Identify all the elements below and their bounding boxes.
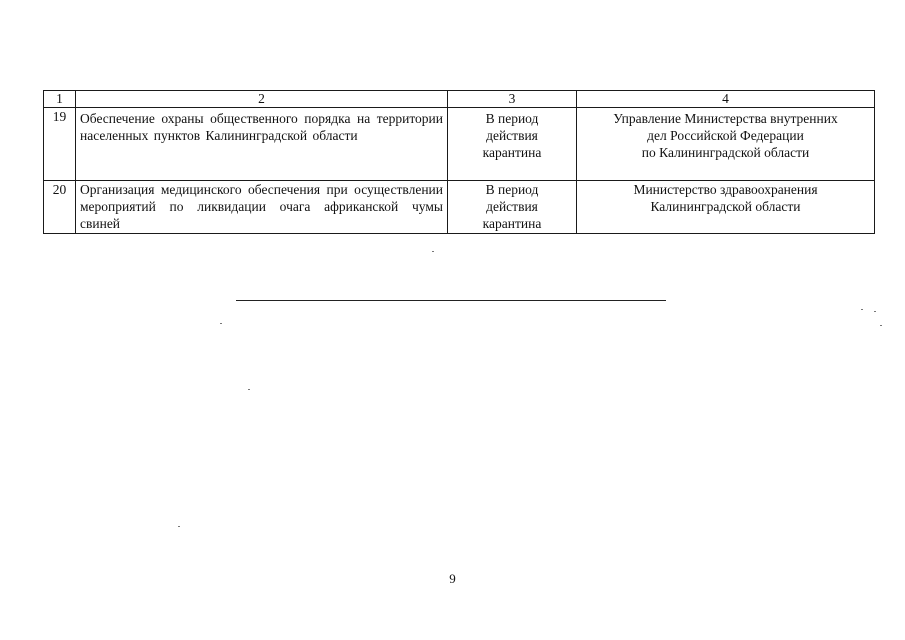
scan-speck	[861, 309, 863, 310]
closing-rule	[236, 300, 666, 301]
period-line: карантина	[482, 145, 542, 160]
period-cell	[448, 108, 577, 181]
row-number: 20	[44, 181, 76, 234]
measures-table	[43, 90, 875, 234]
responsible-line: Министерство здравоохранения	[633, 182, 818, 197]
table-row	[44, 181, 875, 234]
scan-speck	[874, 311, 876, 312]
header-cell: 3	[448, 91, 577, 108]
period-line: В период	[485, 182, 539, 197]
header-cell: 4	[577, 91, 875, 108]
responsible-line: Управление Министерства внутренних	[613, 111, 838, 126]
responsible-line: Калининградской области	[650, 199, 801, 214]
responsible-line: дел Российской Федерации	[647, 128, 804, 143]
table-row	[44, 108, 875, 181]
measure-text: Обеспечение охраны общественного порядка на территории населенных пунктов Калининградской области	[76, 108, 448, 181]
measure-text: Организация медицинского обеспечения при осуществлении мероприятий по ликвидации очага африканской чумы свиней	[76, 181, 448, 234]
header-cell: 1	[44, 91, 76, 108]
page-number: 9	[449, 571, 456, 586]
responsible-cell	[577, 181, 875, 234]
header-cell: 2	[76, 91, 448, 108]
scan-speck	[178, 526, 180, 527]
scan-speck	[220, 323, 222, 324]
scan-speck	[432, 251, 434, 252]
scan-speck	[248, 389, 250, 390]
row-number: 19	[44, 108, 76, 181]
period-line: действия	[486, 199, 538, 214]
responsible-cell	[577, 108, 875, 181]
period-line: карантина	[482, 216, 542, 231]
table-header-row	[44, 91, 875, 108]
period-cell	[448, 181, 577, 234]
scan-speck	[880, 325, 882, 326]
period-line: действия	[486, 128, 538, 143]
responsible-line: по Калининградской области	[641, 145, 810, 160]
period-line: В период	[485, 111, 539, 126]
